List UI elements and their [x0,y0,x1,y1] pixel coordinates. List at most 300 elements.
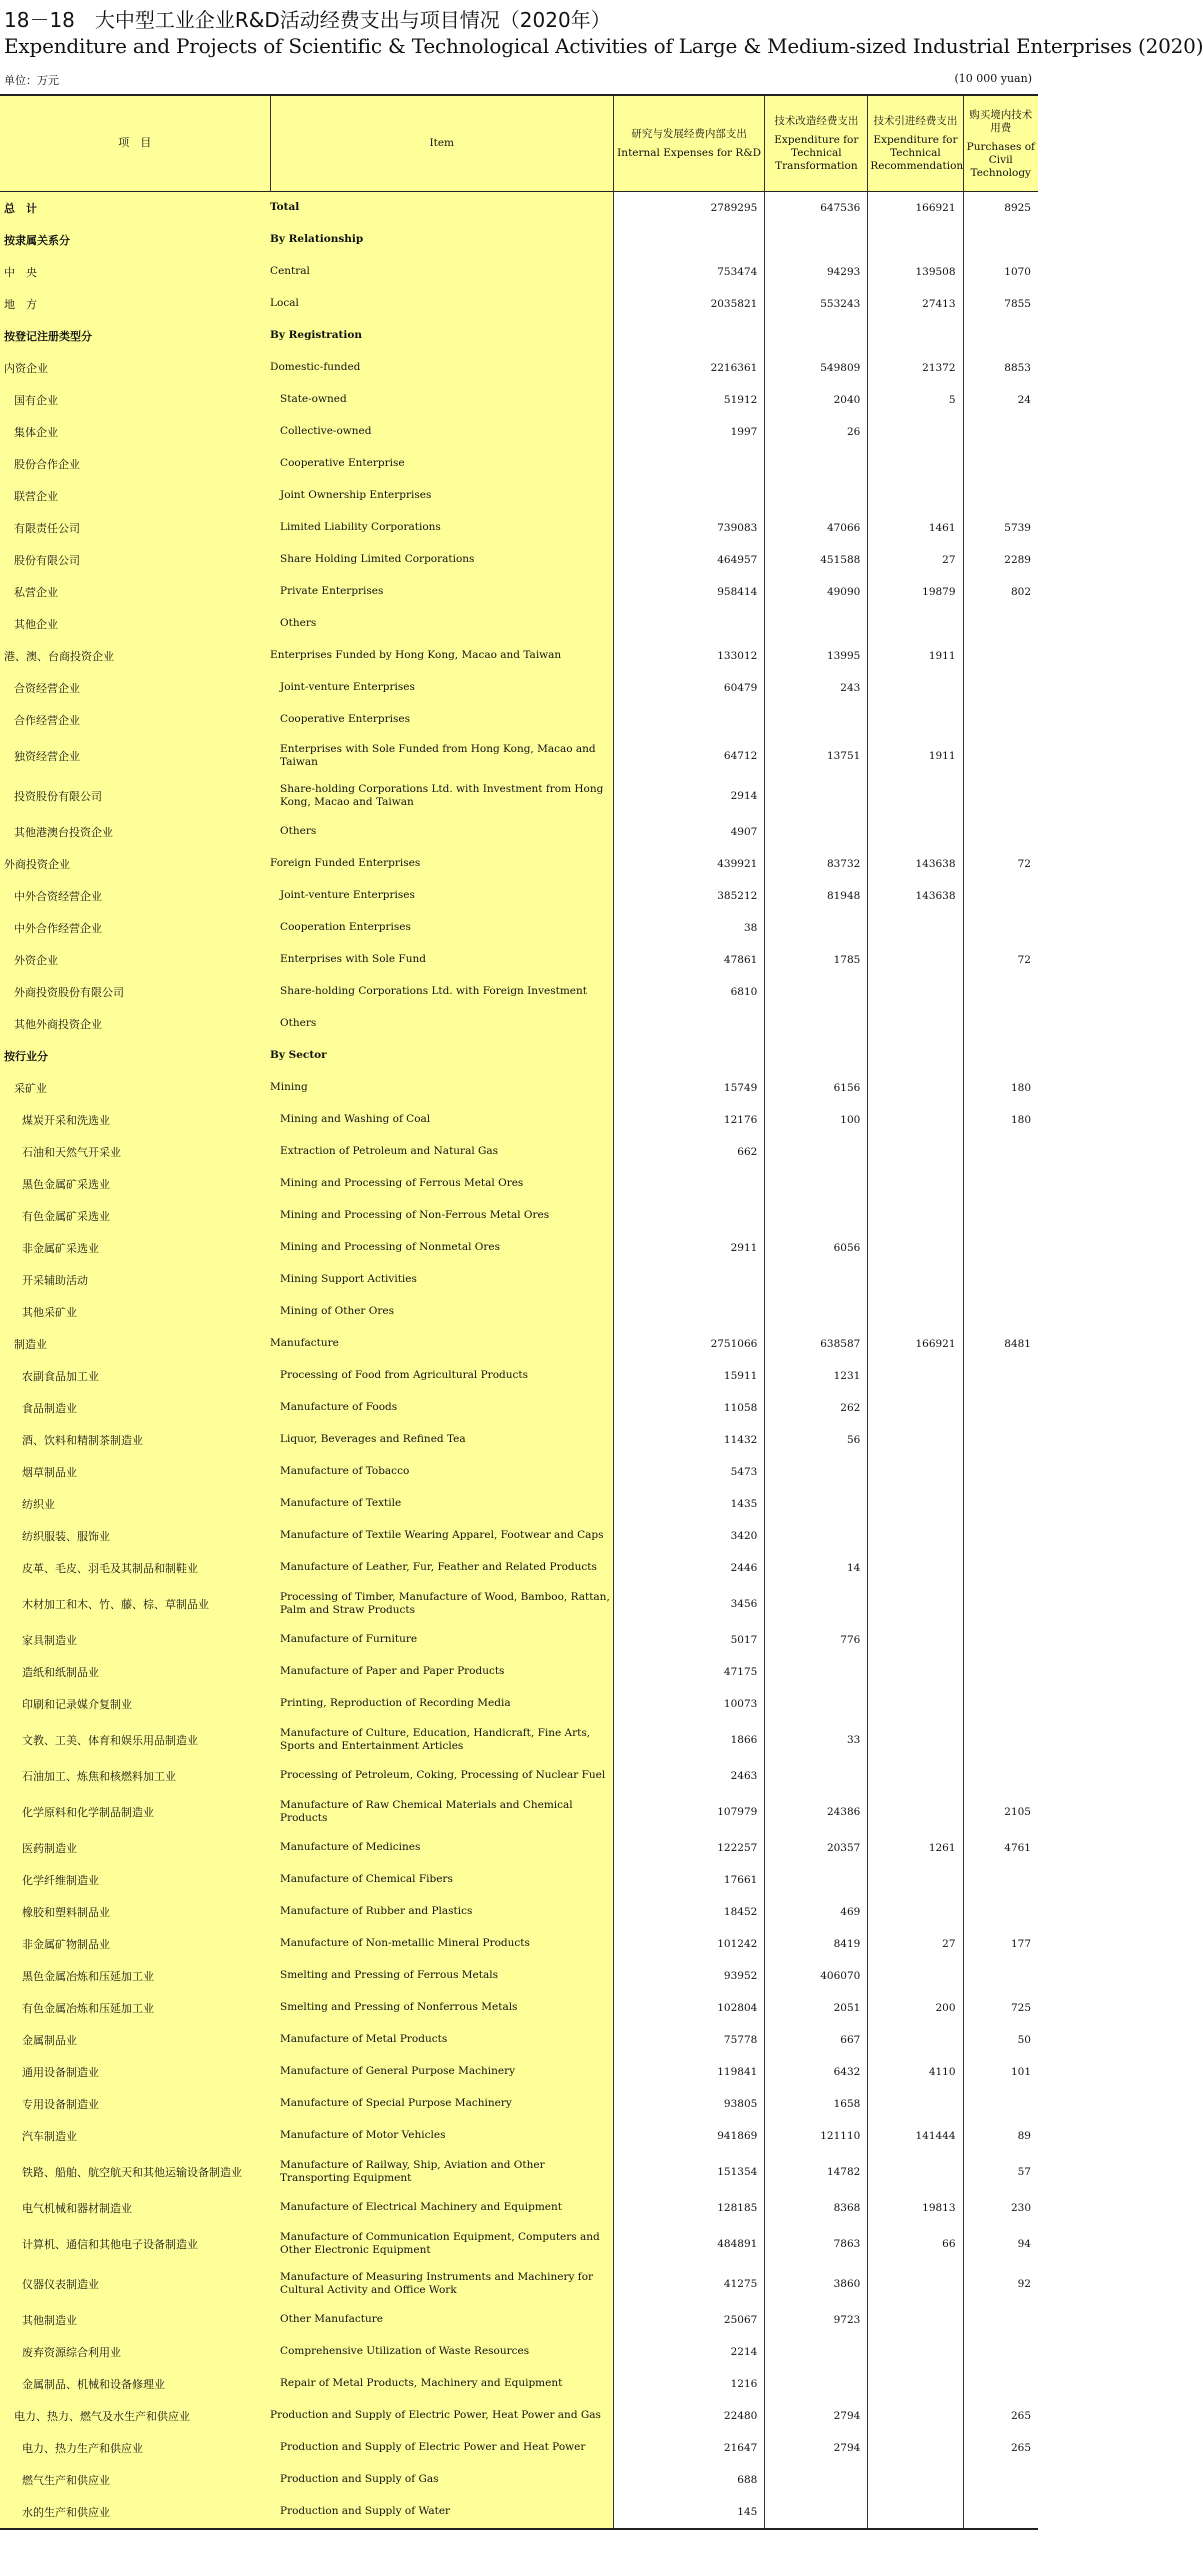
cell-civil-technology: 2289 [963,544,1038,576]
cell-tech-transformation: 451588 [765,544,868,576]
cell-civil-technology: 180 [963,1072,1038,1104]
cell-tech-recommendation [868,1008,963,1040]
cell-civil-technology [963,2304,1038,2336]
table-row [0,416,1038,448]
row-label-zh: 印刷和记录媒介复制业 [0,1688,270,1720]
cell-tech-recommendation: 19813 [868,2192,963,2224]
cell-internal-rd: 753474 [717,265,758,278]
row-label-zh: 纺织服装、服饰业 [0,1520,270,1552]
row-label-en: Liquor, Beverages and Refined Tea [270,1424,613,1456]
row-label-en: Manufacture of Special Purpose Machinery [270,2088,613,2120]
cell-tech-recommendation: 166921 [868,1328,963,1360]
cell-tech-recommendation [868,1864,963,1896]
cell-tech-recommendation: 21372 [868,352,963,384]
cell-internal-rd: 2463 [730,1769,758,1782]
row-label-en: Domestic-funded [270,352,613,384]
row-label-zh: 中 央 [0,256,270,288]
cell-internal-rd: 1866 [730,1733,758,1746]
row-label-zh: 有色金属矿采选业 [0,1200,270,1232]
cell-civil-technology [963,816,1038,848]
cell-civil-technology: 2105 [963,1792,1038,1832]
row-label-zh: 独资经营企业 [0,736,270,776]
cell-civil-technology [963,672,1038,704]
table-row [0,2192,1038,2224]
cell-tech-recommendation [868,2152,963,2192]
cell-tech-recommendation [868,1792,963,1832]
cell-internal-rd: 3456 [730,1597,758,1610]
row-label-zh: 橡胶和塑料制品业 [0,1896,270,1928]
cell-internal-rd: 101242 [717,1937,758,1950]
cell-civil-technology: 180 [963,1104,1038,1136]
cell-tech-transformation [765,1040,868,1072]
cell-civil-technology: 725 [963,1992,1038,2024]
cell-tech-recommendation [868,2304,963,2336]
cell-internal-rd: 102804 [717,2001,758,2014]
row-label-en: Cooperation Enterprises [270,912,613,944]
table-row [0,1832,1038,1864]
cell-civil-technology [963,416,1038,448]
cell-civil-technology [963,1896,1038,1928]
cell-tech-recommendation: 139508 [868,256,963,288]
cell-tech-recommendation [868,224,963,256]
cell-tech-recommendation [868,1200,963,1232]
row-label-zh: 其他制造业 [0,2304,270,2336]
row-label-en: Mining of Other Ores [270,1296,613,1328]
cell-tech-recommendation [868,816,963,848]
row-label-en: Mining and Processing of Ferrous Metal Ores [270,1168,613,1200]
row-label-zh: 国有企业 [0,384,270,416]
cell-civil-technology [963,776,1038,816]
cell-tech-transformation: 262 [765,1392,868,1424]
row-label-en: Collective-owned [270,416,613,448]
cell-tech-recommendation [868,1424,963,1456]
row-label-en: Production and Supply of Electric Power, Heat Power and Gas [270,2400,613,2432]
cell-tech-transformation [765,1008,868,1040]
cell-tech-recommendation [868,2336,963,2368]
cell-internal-rd: 11432 [723,1433,758,1446]
cell-civil-technology: 177 [963,1928,1038,1960]
cell-civil-technology [963,448,1038,480]
cell-tech-transformation [765,912,868,944]
cell-internal-rd: 484891 [717,2237,758,2250]
cell-internal-rd [613,480,764,512]
table-row [0,736,1038,776]
row-label-zh: 开采辅助活动 [0,1264,270,1296]
cell-civil-technology [963,912,1038,944]
cell-tech-recommendation: 200 [868,1992,963,2024]
row-label-en: By Registration [270,320,613,352]
row-label-en: Manufacture of Electrical Machinery and Equipment [270,2192,613,2224]
table-row [0,1520,1038,1552]
cell-internal-rd [613,1008,764,1040]
cell-internal-rd: 17661 [723,1873,758,1886]
cell-tech-transformation [765,776,868,816]
row-label-en: Extraction of Petroleum and Natural Gas [270,1136,613,1168]
row-label-en: Private Enterprises [270,576,613,608]
row-label-en: Share-holding Corporations Ltd. with Investment from Hong Kong, Macao and Taiwan [270,776,613,816]
row-label-en: Manufacture of Chemical Fibers [270,1864,613,1896]
table-row [0,1896,1038,1928]
cell-civil-technology [963,640,1038,672]
cell-tech-recommendation [868,1264,963,1296]
cell-internal-rd [613,608,764,640]
cell-tech-transformation: 3860 [765,2264,868,2304]
table-row [0,2336,1038,2368]
cell-tech-transformation [765,320,868,352]
cell-internal-rd [613,1296,764,1328]
table-title-zh: 18－18 大中型工业企业R&D活动经费支出与项目情况（2020年） [4,8,611,32]
cell-internal-rd: 385212 [717,889,758,902]
row-label-en: Manufacture of Raw Chemical Materials and Chemical Products [270,1792,613,1832]
cell-tech-recommendation: 166921 [868,191,963,224]
table-row [0,2264,1038,2304]
cell-tech-recommendation [868,2024,963,2056]
row-label-en: State-owned [270,384,613,416]
cell-civil-technology [963,1624,1038,1656]
row-label-en: Mining Support Activities [270,1264,613,1296]
cell-internal-rd: 41275 [723,2277,758,2290]
cell-tech-transformation: 9723 [765,2304,868,2336]
cell-internal-rd: 2751066 [710,1337,758,1350]
table-row [0,976,1038,1008]
table-row [0,320,1038,352]
row-label-zh: 外商投资企业 [0,848,270,880]
cell-internal-rd: 75778 [723,2033,758,2046]
cell-tech-recommendation [868,1136,963,1168]
table-row [0,2120,1038,2152]
cell-tech-recommendation [868,1072,963,1104]
cell-tech-transformation [765,448,868,480]
table-row [0,2024,1038,2056]
table-row [0,1656,1038,1688]
cell-tech-transformation: 8419 [765,1928,868,1960]
row-label-zh: 股份有限公司 [0,544,270,576]
header-col-internal-rd: 研究与发展经费内部支出 Internal Expenses for R&D [613,95,764,191]
row-label-zh: 非金属矿采选业 [0,1232,270,1264]
cell-tech-transformation: 469 [765,1896,868,1928]
table-row [0,2304,1038,2336]
row-label-en: Joint-venture Enterprises [270,880,613,912]
table-row [0,2368,1038,2400]
row-label-zh: 金属制品、机械和设备修理业 [0,2368,270,2400]
cell-internal-rd: 439921 [717,857,758,870]
cell-internal-rd: 688 [737,2473,758,2486]
cell-civil-technology [963,2368,1038,2400]
cell-tech-transformation: 6156 [765,1072,868,1104]
row-label-en: Others [270,1008,613,1040]
cell-civil-technology [963,1960,1038,1992]
cell-tech-recommendation [868,1624,963,1656]
cell-tech-recommendation: 27413 [868,288,963,320]
row-label-en: Manufacture [270,1328,613,1360]
cell-internal-rd: 10073 [723,1697,758,1710]
table-row [0,224,1038,256]
cell-tech-transformation [765,976,868,1008]
row-label-en: Mining and Washing of Coal [270,1104,613,1136]
table-row [0,384,1038,416]
cell-civil-technology: 94 [963,2224,1038,2264]
cell-civil-technology [963,1360,1038,1392]
cell-civil-technology [963,2088,1038,2120]
cell-tech-transformation [765,1584,868,1624]
row-label-en: By Relationship [270,224,613,256]
cell-tech-recommendation [868,1488,963,1520]
cell-tech-transformation: 100 [765,1104,868,1136]
cell-tech-transformation: 20357 [765,1832,868,1864]
cell-tech-transformation [765,1168,868,1200]
row-label-zh: 采矿业 [0,1072,270,1104]
cell-civil-technology [963,880,1038,912]
row-label-zh: 文教、工美、体育和娱乐用品制造业 [0,1720,270,1760]
row-label-zh: 水的生产和供应业 [0,2496,270,2529]
cell-tech-recommendation [868,2264,963,2304]
cell-tech-transformation [765,2464,868,2496]
table-row [0,1584,1038,1624]
cell-tech-recommendation [868,1104,963,1136]
row-label-zh: 石油和天然气开采业 [0,1136,270,1168]
cell-tech-recommendation [868,976,963,1008]
table-row [0,1040,1038,1072]
cell-tech-recommendation: 1911 [868,736,963,776]
cell-tech-recommendation [868,672,963,704]
row-label-en: Mining and Processing of Non-Ferrous Metal Ores [270,1200,613,1232]
cell-tech-transformation [765,1136,868,1168]
cell-tech-recommendation [868,912,963,944]
cell-civil-technology: 265 [963,2400,1038,2432]
cell-tech-recommendation: 1911 [868,640,963,672]
row-label-zh: 股份合作企业 [0,448,270,480]
cell-tech-recommendation [868,1688,963,1720]
table-row [0,848,1038,880]
cell-civil-technology [963,1656,1038,1688]
row-label-zh: 合资经营企业 [0,672,270,704]
row-label-zh: 按隶属关系分 [0,224,270,256]
row-label-zh: 总 计 [0,191,270,224]
table-row [0,1008,1038,1040]
cell-tech-transformation [765,2496,868,2529]
cell-tech-recommendation [868,1168,963,1200]
cell-internal-rd: 739083 [717,521,758,534]
cell-tech-recommendation [868,1232,963,1264]
row-label-zh: 煤炭开采和洗选业 [0,1104,270,1136]
cell-internal-rd: 2214 [730,2345,758,2358]
table-row [0,912,1038,944]
row-label-en: Manufacture of Paper and Paper Products [270,1656,613,1688]
row-label-en: Mining [270,1072,613,1104]
row-label-en: Manufacture of Culture, Education, Handicraft, Fine Arts, Sports and Entertainment Articles [270,1720,613,1760]
cell-civil-technology [963,1424,1038,1456]
cell-internal-rd [613,448,764,480]
cell-tech-transformation [765,1864,868,1896]
cell-internal-rd [613,1040,764,1072]
row-label-zh: 家具制造业 [0,1624,270,1656]
table-row [0,1232,1038,1264]
table-row [0,2400,1038,2432]
cell-internal-rd: 941869 [717,2129,758,2142]
row-label-en: Manufacture of Furniture [270,1624,613,1656]
row-label-en: By Sector [270,1040,613,1072]
cell-civil-technology: 1070 [963,256,1038,288]
cell-tech-transformation [765,1264,868,1296]
cell-tech-recommendation [868,2432,963,2464]
row-label-zh: 港、澳、台商投资企业 [0,640,270,672]
table-row [0,1136,1038,1168]
row-label-zh: 合作经营企业 [0,704,270,736]
row-label-zh: 石油加工、炼焦和核燃料加工业 [0,1760,270,1792]
cell-tech-transformation [765,1456,868,1488]
table-row [0,1792,1038,1832]
cell-internal-rd: 2216361 [710,361,758,374]
table-row [0,1360,1038,1392]
row-label-en: Limited Liability Corporations [270,512,613,544]
row-label-en: Smelting and Pressing of Nonferrous Metals [270,1992,613,2024]
cell-civil-technology: 57 [963,2152,1038,2192]
cell-tech-transformation: 6432 [765,2056,868,2088]
row-label-en: Others [270,816,613,848]
cell-civil-technology [963,1520,1038,1552]
header-col-tech-transformation: 技术改造经费支出 Expenditure for Technical Transformation [765,95,868,191]
row-label-zh: 按登记注册类型分 [0,320,270,352]
cell-tech-transformation: 243 [765,672,868,704]
table-row [0,2432,1038,2464]
cell-internal-rd [613,1264,764,1296]
cell-civil-technology: 8481 [963,1328,1038,1360]
cell-internal-rd: 51912 [723,393,758,406]
cell-tech-recommendation [868,944,963,976]
cell-tech-transformation [765,1688,868,1720]
cell-civil-technology [963,608,1038,640]
cell-tech-recommendation [868,1296,963,1328]
row-label-en: Share-holding Corporations Ltd. with Foreign Investment [270,976,613,1008]
cell-civil-technology [963,976,1038,1008]
row-label-zh: 化学原料和化学制品制造业 [0,1792,270,1832]
cell-civil-technology [963,1552,1038,1584]
row-label-zh: 燃气生产和供应业 [0,2464,270,2496]
cell-internal-rd [613,1200,764,1232]
table-row [0,288,1038,320]
cell-internal-rd: 15749 [723,1081,758,1094]
cell-internal-rd: 4907 [730,825,758,838]
cell-civil-technology: 802 [963,576,1038,608]
cell-civil-technology [963,1232,1038,1264]
table-row [0,2152,1038,2192]
cell-tech-transformation [765,1520,868,1552]
row-label-zh: 电力、热力、燃气及水生产和供应业 [0,2400,270,2432]
row-label-zh: 农副食品加工业 [0,1360,270,1392]
row-label-zh: 地 方 [0,288,270,320]
cell-tech-transformation: 2040 [765,384,868,416]
row-label-zh: 化学纤维制造业 [0,1864,270,1896]
cell-civil-technology [963,1760,1038,1792]
row-label-en: Enterprises Funded by Hong Kong, Macao and Taiwan [270,640,613,672]
row-label-en: Cooperative Enterprises [270,704,613,736]
table-row [0,816,1038,848]
cell-tech-transformation: 2794 [765,2432,868,2464]
row-label-zh: 金属制品业 [0,2024,270,2056]
cell-tech-transformation: 8368 [765,2192,868,2224]
row-label-zh: 皮革、毛皮、羽毛及其制品和制鞋业 [0,1552,270,1584]
cell-internal-rd: 3420 [730,1529,758,1542]
row-label-en: Others [270,608,613,640]
row-label-en: Manufacture of Non-metallic Mineral Products [270,1928,613,1960]
table-row [0,544,1038,576]
row-label-zh: 汽车制造业 [0,2120,270,2152]
cell-internal-rd [613,704,764,736]
row-label-zh: 其他采矿业 [0,1296,270,1328]
cell-tech-transformation: 2794 [765,2400,868,2432]
table-row [0,352,1038,384]
table-row [0,1720,1038,1760]
cell-tech-recommendation [868,480,963,512]
cell-tech-recommendation: 5 [868,384,963,416]
cell-internal-rd: 5017 [730,1633,758,1646]
cell-tech-recommendation: 1261 [868,1832,963,1864]
cell-civil-technology: 4761 [963,1832,1038,1864]
cell-tech-recommendation [868,2088,963,2120]
table-row [0,776,1038,816]
cell-tech-transformation [765,224,868,256]
cell-tech-transformation: 49090 [765,576,868,608]
cell-civil-technology [963,1584,1038,1624]
table-row [0,1328,1038,1360]
row-label-zh: 废弃资源综合利用业 [0,2336,270,2368]
header-item-en: Item [270,95,613,191]
cell-internal-rd: 93805 [723,2097,758,2110]
table-row [0,1456,1038,1488]
cell-internal-rd: 1435 [730,1497,758,1510]
row-label-en: Manufacture of Foods [270,1392,613,1424]
cell-tech-recommendation: 27 [868,544,963,576]
cell-tech-transformation: 14 [765,1552,868,1584]
cell-tech-recommendation: 143638 [868,848,963,880]
row-label-en: Repair of Metal Products, Machinery and Equipment [270,2368,613,2400]
cell-tech-recommendation: 27 [868,1928,963,1960]
header-row [0,95,1038,191]
table-row [0,576,1038,608]
row-label-zh: 有色金属冶炼和压延加工业 [0,1992,270,2024]
cell-internal-rd: 21647 [723,2441,758,2454]
row-label-zh: 电气机械和器材制造业 [0,2192,270,2224]
row-label-en: Joint-venture Enterprises [270,672,613,704]
cell-tech-transformation: 81948 [765,880,868,912]
cell-internal-rd: 47861 [723,953,758,966]
cell-civil-technology [963,224,1038,256]
cell-tech-recommendation [868,416,963,448]
cell-tech-transformation [765,608,868,640]
table-row [0,1864,1038,1896]
row-label-zh: 非金属矿物制品业 [0,1928,270,1960]
cell-civil-technology [963,1864,1038,1896]
cell-tech-transformation [765,816,868,848]
cell-tech-transformation: 406070 [765,1960,868,1992]
cell-tech-transformation: 94293 [765,256,868,288]
row-label-zh: 其他企业 [0,608,270,640]
cell-internal-rd: 15911 [723,1369,758,1382]
cell-civil-technology [963,1296,1038,1328]
row-label-zh: 按行业分 [0,1040,270,1072]
row-label-zh: 木材加工和木、竹、藤、棕、草制品业 [0,1584,270,1624]
table-row [0,1296,1038,1328]
row-label-en: Manufacture of Tobacco [270,1456,613,1488]
row-label-en: Manufacture of Communication Equipment, Computers and Other Electronic Equipment [270,2224,613,2264]
cell-tech-transformation [765,2368,868,2400]
cell-tech-recommendation [868,1720,963,1760]
cell-tech-transformation: 1231 [765,1360,868,1392]
table-row [0,1688,1038,1720]
table-row [0,2496,1038,2529]
cell-tech-recommendation: 4110 [868,2056,963,2088]
cell-internal-rd: 2789295 [710,201,758,214]
